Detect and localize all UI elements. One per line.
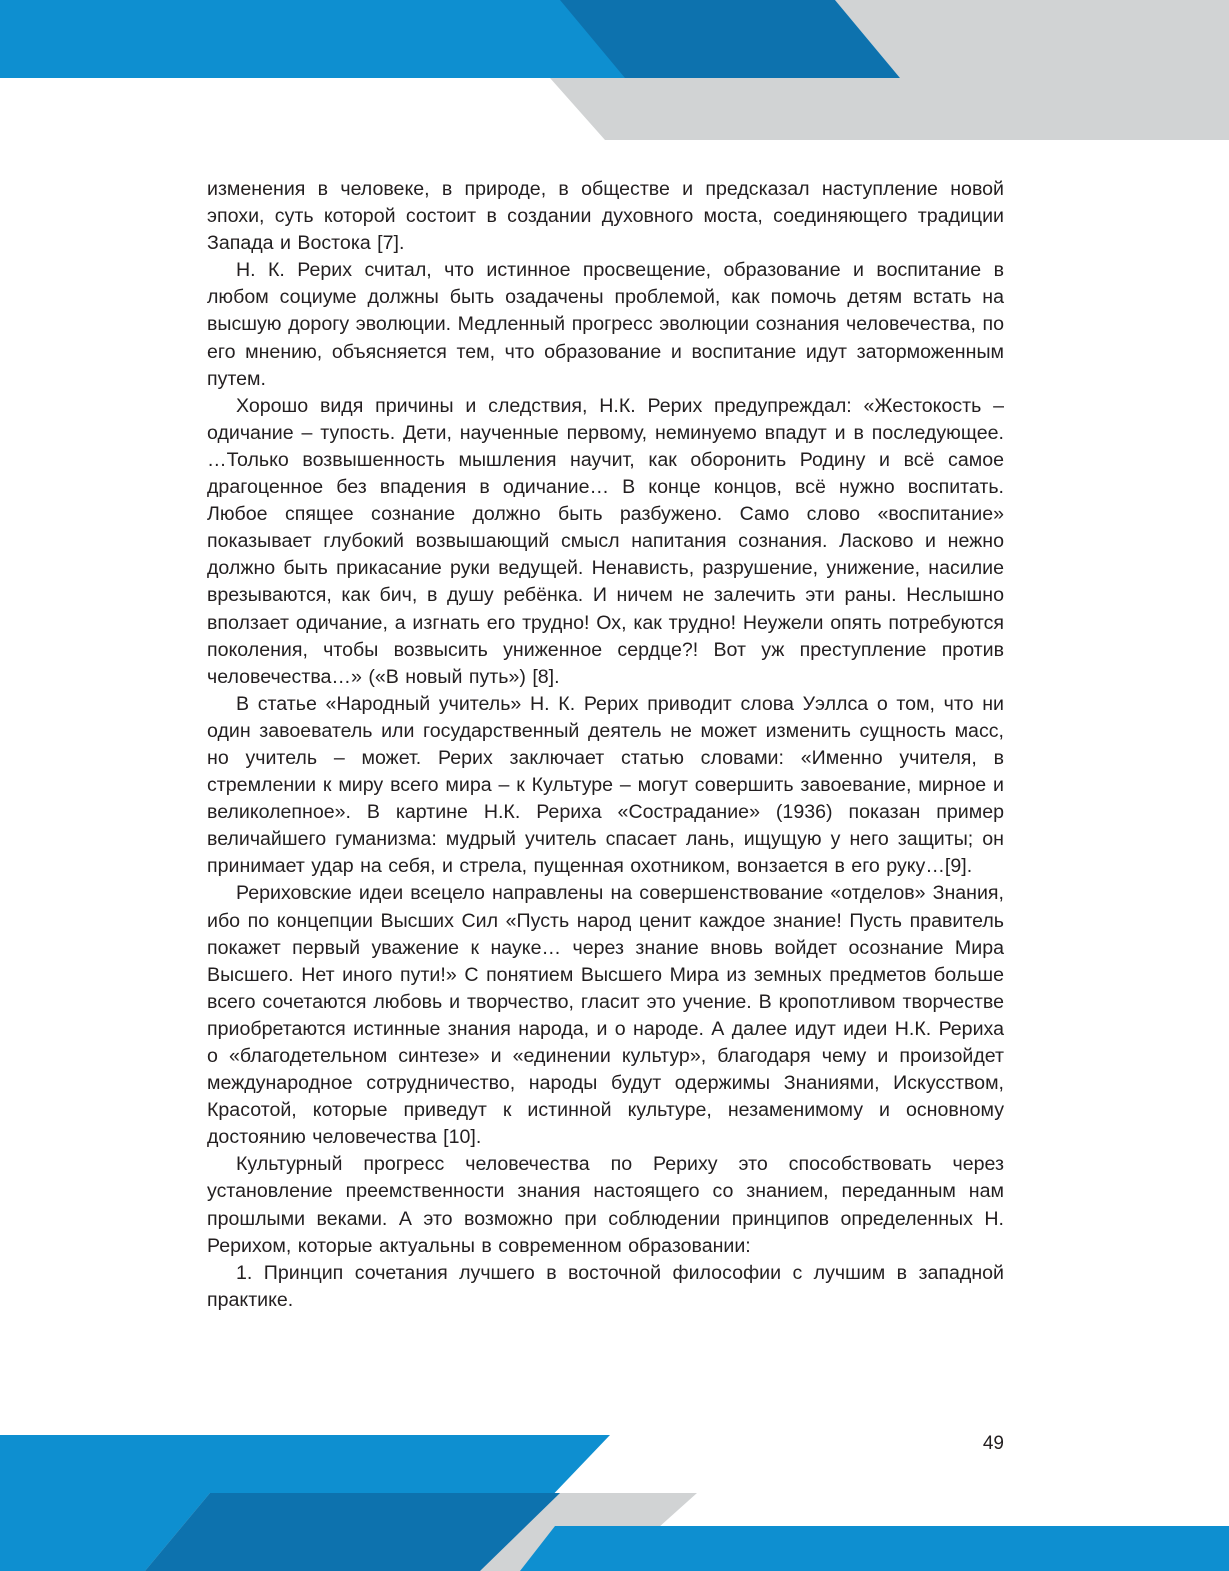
header-blue-band (0, 0, 625, 78)
paragraph: 1. Принцип сочетания лучшего в восточной философии с лучшим в западной практике. (207, 1261, 1004, 1311)
paragraph: Культурный прогресс человечества по Рериху это способствовать через установление преемственности знания настоящего со знанием, переданным нам прошлыми веками. А это возможно при соблюдении принципов определенных Н. Рерихом, которые актуальны в современном образовании: (207, 1153, 1004, 1257)
paragraph: изменения в человеке, в природе, в обществе и предсказал наступление новой эпохи, суть которой состоит в создании духовного моста, соединяющего традиции Запада и Востока [7]. (207, 178, 1004, 255)
paragraph: Рериховские идеи всецело направлены на совершенствование «отделов» Знания, ибо по концепции Высших Сил «Пусть народ ценит каждое знание! Пусть правитель покажет первый уважение к науке… через знание вновь войдет осознание Мира Высшего. Нет иного пути!» С понятием Высшего Мира из земных предметов больше всего сочетаются любовь и творчество, гласит это учение. В кропотливом творчестве приобретаются истинные знания народа, и о народе. А далее идут идеи Н.К. Рериха о «благодетельном синтезе» и «единении культур», благодаря чему и произойдет международное сотрудничество, народы будут одержимы Знаниями, Искусством, Красотой, которые приведут к истинной культуре, незаменимому и основному достоянию человечества [10]. (207, 882, 1004, 1149)
footer-decoration (0, 1430, 1229, 1571)
paragraph: Н. К. Рерих считал, что истинное просвещение, образование и воспитание в любом социуме должны быть озадачены проблемой, как помочь детям встать на высшую дорогу эволюции. Медленный прогресс эволюции сознания человечества, по его мнению, объясняется тем, что образование и воспитание идут заторможенным путем. (207, 259, 1004, 390)
main-text (207, 176, 1004, 1314)
paragraph: Хорошо видя причины и следствия, Н.К. Рерих предупреждал: «Жестокость – одичание – тупость. Дети, наученные первому, неминуемо впадут и в последующее. …Только возвышенность мышления научит, как оборонить Родину и всё самое драгоценное без впадения в одичание… В конце концов, всё нужно воспитать. Любое спящее сознание должно быть разбужено. Само слово «воспитание» показывает глубокий возвышающий смысл напитания сознания. Ласково и нежно должно быть прикасание руки ведущей. Ненависть, разрушение, унижение, насилие врезываются, как бич, в душу ребёнка. И ничем не залечить эти раны. Неслышно вползает одичание, а изгнать его трудно! Ох, как трудно! Неужели опять потребуются поколения, чтобы возвысить униженное сердце?! Вот уж преступление против человечества…» («В новый путь») [8]. (207, 394, 1004, 688)
footer-right-blue-band (520, 1526, 1229, 1571)
paragraph: В статье «Народный учитель» Н. К. Рерих приводит слова Уэллса о том, что ни один завоеватель или государственный деятель не может изменить сущность масс, но учитель – может. Рерих заключает статью словами: «Именно учителя, в стремлении к миру всего мира – к Культуре – могут совершить завоевание, мирное и великолепное». В картине Н.К. Рериха «Сострадание» (1936) показан пример величайшего гуманизма: мудрый учитель спасает лань, ищущую у него защиты; он принимает удар на себя, и стрела, пущенная охотником, вонзается в его руку…[9]. (207, 692, 1004, 878)
header-decoration (0, 0, 1229, 160)
page-number: 49 (982, 1433, 1004, 1454)
